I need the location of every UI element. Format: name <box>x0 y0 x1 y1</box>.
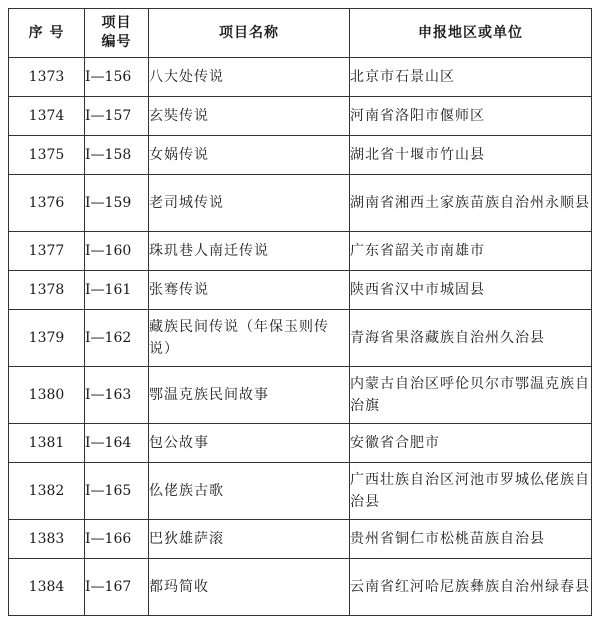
cell-region: 湖北省十堰市竹山县 <box>350 136 592 175</box>
cell-name: 张骞传说 <box>149 271 350 310</box>
cell-seq: 1375 <box>9 136 85 175</box>
cell-seq: 1380 <box>9 367 85 424</box>
cell-seq: 1378 <box>9 271 85 310</box>
header-region: 申报地区或单位 <box>350 9 592 58</box>
cell-code: Ⅰ—166 <box>85 520 149 559</box>
table-row <box>9 232 592 271</box>
heritage-project-table <box>8 8 592 616</box>
table-row <box>9 175 592 232</box>
cell-name: 八大处传说 <box>149 58 350 97</box>
cell-code: Ⅰ—165 <box>85 463 149 520</box>
cell-region: 广西壮族自治区河池市罗城仫佬族自治县 <box>350 463 592 520</box>
table-row <box>9 520 592 559</box>
cell-code: Ⅰ—157 <box>85 97 149 136</box>
cell-name: 仫佬族古歌 <box>149 463 350 520</box>
header-code: 项目 编号 <box>85 9 149 58</box>
cell-name: 女娲传说 <box>149 136 350 175</box>
cell-name: 玄奘传说 <box>149 97 350 136</box>
cell-seq: 1381 <box>9 424 85 463</box>
cell-code: Ⅰ—160 <box>85 232 149 271</box>
table-row <box>9 310 592 367</box>
table-row <box>9 271 592 310</box>
table-row <box>9 136 592 175</box>
cell-seq: 1383 <box>9 520 85 559</box>
table-row <box>9 559 592 616</box>
cell-code: Ⅰ—159 <box>85 175 149 232</box>
cell-seq: 1379 <box>9 310 85 367</box>
table-row <box>9 463 592 520</box>
cell-region: 内蒙古自治区呼伦贝尔市鄂温克族自治旗 <box>350 367 592 424</box>
cell-region: 北京市石景山区 <box>350 58 592 97</box>
cell-region: 贵州省铜仁市松桃苗族自治县 <box>350 520 592 559</box>
cell-name: 老司城传说 <box>149 175 350 232</box>
cell-code: Ⅰ—167 <box>85 559 149 616</box>
cell-code: Ⅰ—158 <box>85 136 149 175</box>
cell-name: 包公故事 <box>149 424 350 463</box>
cell-region: 陕西省汉中市城固县 <box>350 271 592 310</box>
header-seq: 序 号 <box>9 9 85 58</box>
cell-seq: 1384 <box>9 559 85 616</box>
cell-seq: 1377 <box>9 232 85 271</box>
cell-region: 广东省韶关市南雄市 <box>350 232 592 271</box>
cell-region: 云南省红河哈尼族彝族自治州绿春县 <box>350 559 592 616</box>
cell-code: Ⅰ—161 <box>85 271 149 310</box>
table-header-row <box>9 9 592 58</box>
cell-name: 鄂温克族民间故事 <box>149 367 350 424</box>
cell-code: Ⅰ—162 <box>85 310 149 367</box>
cell-seq: 1373 <box>9 58 85 97</box>
table-row <box>9 424 592 463</box>
table-row <box>9 97 592 136</box>
cell-name: 珠玑巷人南迁传说 <box>149 232 350 271</box>
cell-seq: 1374 <box>9 97 85 136</box>
cell-region: 安徽省合肥市 <box>350 424 592 463</box>
cell-region: 湖南省湘西土家族苗族自治州永顺县 <box>350 175 592 232</box>
table-row <box>9 58 592 97</box>
cell-seq: 1376 <box>9 175 85 232</box>
cell-seq: 1382 <box>9 463 85 520</box>
cell-region: 河南省洛阳市偃师区 <box>350 97 592 136</box>
header-name: 项目名称 <box>149 9 350 58</box>
cell-code: Ⅰ—156 <box>85 58 149 97</box>
cell-name: 都玛简收 <box>149 559 350 616</box>
table-row <box>9 367 592 424</box>
cell-region: 青海省果洛藏族自治州久治县 <box>350 310 592 367</box>
cell-code: Ⅰ—164 <box>85 424 149 463</box>
cell-code: Ⅰ—163 <box>85 367 149 424</box>
cell-name: 巴狄雄萨滚 <box>149 520 350 559</box>
cell-name: 藏族民间传说（年保玉则传说） <box>149 310 350 367</box>
